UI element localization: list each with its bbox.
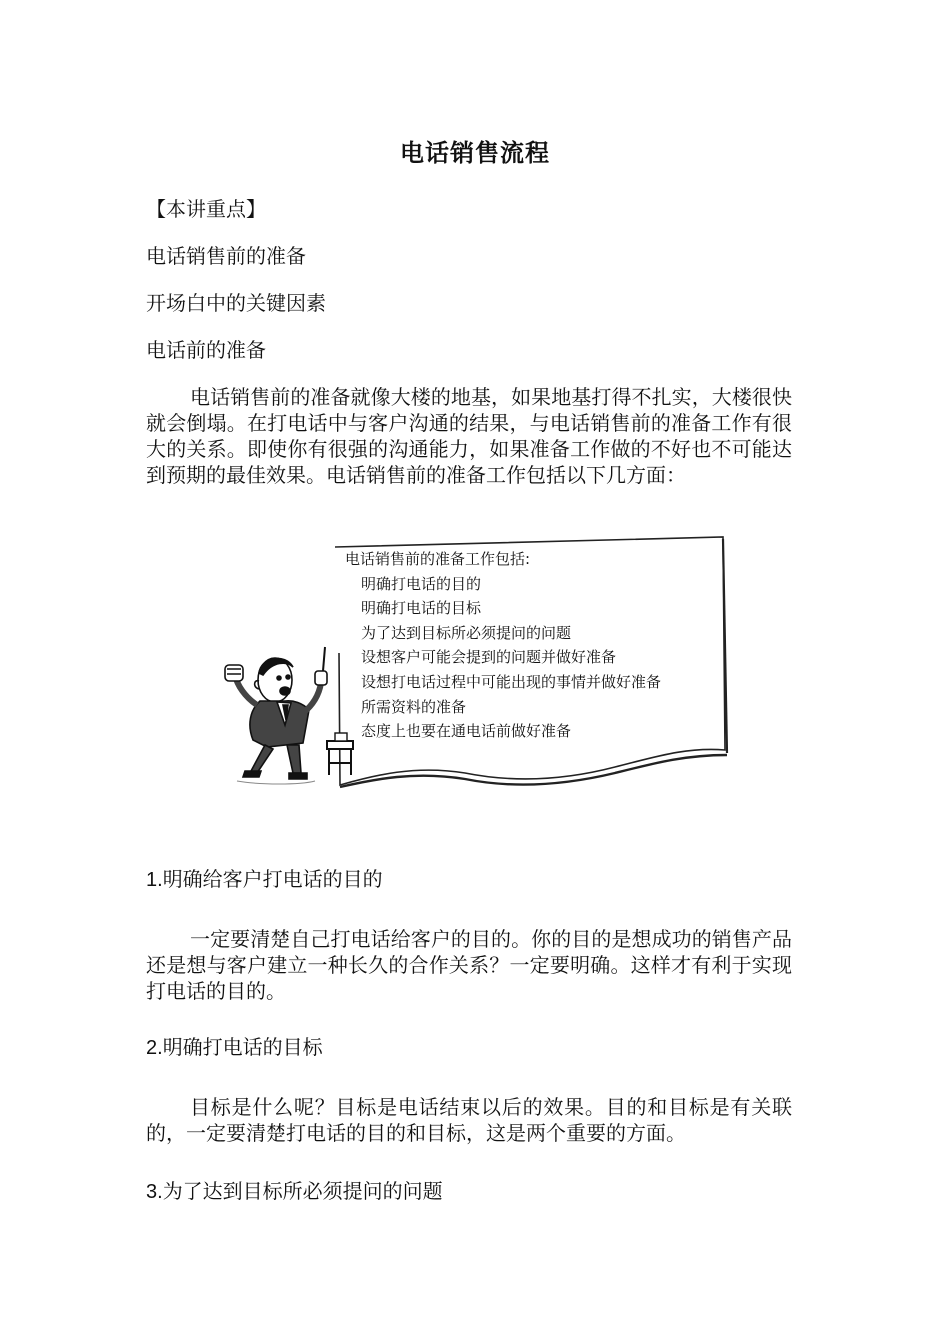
key-point-1: 电话销售前的准备 — [146, 244, 306, 268]
figure-item-1: 明确打电话的目的 — [361, 574, 482, 593]
figure-item-6: 所需资料的准备 — [361, 697, 467, 716]
figure-item-7: 态度上也要在通电话前做好准备 — [361, 722, 572, 741]
figure-item-5: 设想打电话过程中可能出现的事情并做好准备 — [361, 672, 662, 691]
section-body-1: 一定要清楚自己打电话给客户的目的。你的目的是想成功的销售产品还是想与客户建立一种长久的合作关系？一定要明确。这样才有利于实现打电话的目的。 — [146, 927, 792, 1003]
section-heading-3 — [146, 1178, 443, 1205]
section-number-2: 2. — [146, 1037, 163, 1059]
page-title: 电话销售流程 — [400, 138, 550, 167]
figure-item-2: 明确打电话的目标 — [361, 599, 482, 618]
section-heading-text-3: 为了达到目标所必须提问的问题 — [162, 1179, 443, 1203]
section-number-3: 3. — [146, 1181, 163, 1203]
key-points-label: 【本讲重点】 — [146, 197, 266, 221]
intro-paragraph: 电话销售前的准备就像大楼的地基，如果地基打得不扎实，大楼很快就会倒塌。在打电话中与客户沟通的结果，与电话销售前的准备工作有很大的关系。即使你有很强的沟通能力，如果准备工作做的不好也不可能达到预期的最佳效果。电话销售前的准备工作包括以下几方面： — [146, 385, 792, 487]
figure-item-4: 设想客户可能会提到的问题并做好准备 — [361, 648, 617, 667]
figure-item-3: 为了达到目标所必须提问的问题 — [361, 623, 572, 642]
section-heading-text-1: 明确给客户打电话的目的 — [162, 867, 383, 891]
businessman-figure — [225, 647, 327, 784]
section-body-2: 目标是什么呢？目标是电话结束以后的效果。目的和目标是有关联的，一定要清楚打电话的目的和目标，这是两个重要的方面。 — [146, 1095, 792, 1145]
figure-text — [345, 547, 715, 744]
section-number-1: 1. — [146, 869, 163, 891]
section-title: 电话前的准备 — [146, 338, 266, 362]
section-heading-1 — [146, 866, 383, 893]
section-heading-text-2: 明确打电话的目标 — [162, 1035, 323, 1059]
section-heading-2 — [146, 1034, 323, 1061]
figure-heading: 电话销售前的准备工作包括: — [345, 550, 531, 568]
key-point-2: 开场白中的关键因素 — [146, 291, 326, 315]
